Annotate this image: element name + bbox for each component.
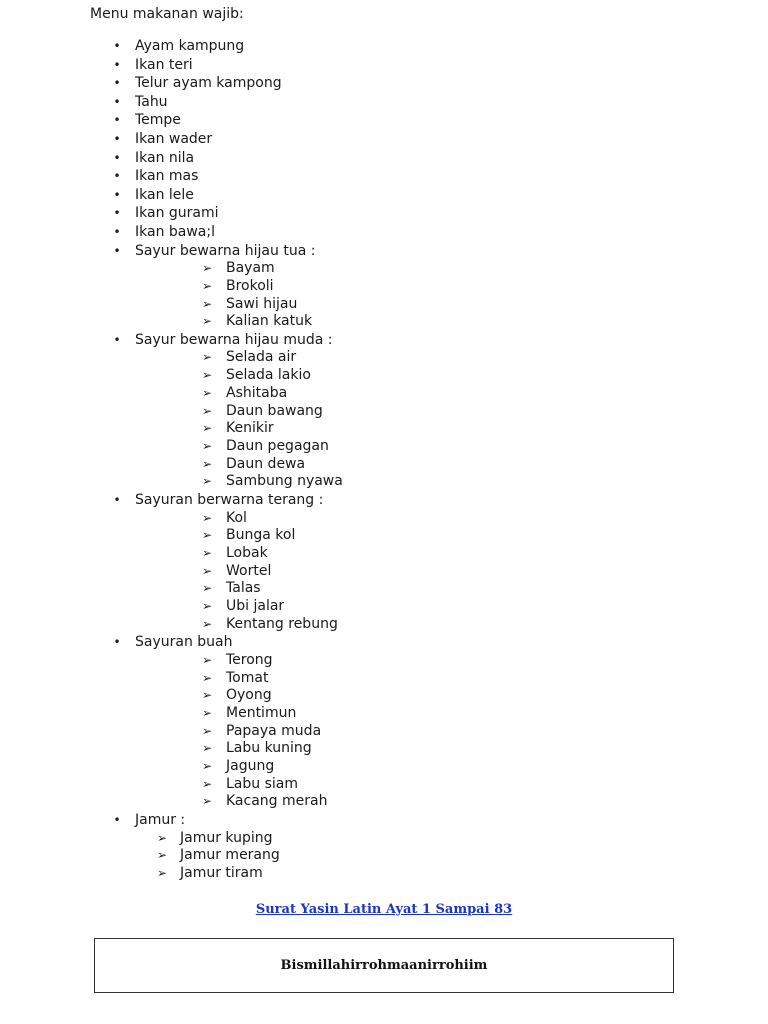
sub-list-item-label: Oyong xyxy=(226,687,272,704)
arrow-bullet-icon: ➢ xyxy=(201,510,213,525)
sub-list-item xyxy=(0,723,768,741)
arrow-bullet-icon: ➢ xyxy=(201,421,213,436)
sub-list-item-label: Selada air xyxy=(226,349,297,366)
sub-list-item-label: Jamur kuping xyxy=(180,829,273,846)
bullet-icon: • xyxy=(113,224,121,239)
list-item-row xyxy=(0,633,768,652)
arrow-bullet-icon: ➢ xyxy=(201,474,213,489)
sub-list-item xyxy=(0,865,768,883)
list-item-label: Ikan teri xyxy=(135,56,193,73)
intro-heading: Menu makanan wajib: xyxy=(90,6,244,22)
list-item-row xyxy=(0,56,768,75)
list-item-label: Ikan nila xyxy=(135,149,195,166)
sub-list-item xyxy=(0,367,768,385)
sub-list-item xyxy=(0,758,768,776)
sub-list-item-label: Mentimun xyxy=(226,705,297,722)
sub-list-item-label: Bunga kol xyxy=(226,527,296,544)
list-item xyxy=(0,491,768,633)
sub-list-item xyxy=(0,438,768,456)
sub-list-item-label: Bayam xyxy=(226,260,275,277)
sub-list-item xyxy=(0,278,768,296)
list-item xyxy=(0,186,768,205)
list-item-label: Sayuran berwarna terang : xyxy=(135,491,324,508)
list-item xyxy=(0,204,768,223)
sub-list-item-label: Kacang merah xyxy=(226,793,328,810)
arrow-bullet-icon: ➢ xyxy=(156,830,168,845)
sub-list-item xyxy=(0,296,768,314)
sub-list-item xyxy=(0,385,768,403)
list-item-row xyxy=(0,223,768,242)
sub-list-item xyxy=(0,670,768,688)
list-item-row xyxy=(0,111,768,130)
list-item-label: Sayur bewarna hijau muda : xyxy=(135,331,333,348)
list-item-row xyxy=(0,811,768,830)
sub-list-item-label: Talas xyxy=(226,580,261,597)
sub-list-item-label: Selada lakio xyxy=(226,367,311,384)
sub-list-item xyxy=(0,349,768,367)
arrow-bullet-icon: ➢ xyxy=(201,616,213,631)
arrow-bullet-icon: ➢ xyxy=(201,296,213,311)
bullet-icon: • xyxy=(113,76,121,91)
sub-list-item-label: Labu kuning xyxy=(226,740,312,757)
arrow-bullet-icon: ➢ xyxy=(156,866,168,881)
list-item-label: Sayuran buah xyxy=(135,634,233,651)
sub-list-item xyxy=(0,616,768,634)
sub-list-item xyxy=(0,313,768,331)
sub-list-item xyxy=(0,598,768,616)
bismillah-text: Bismillahirrohmaanirrohiim xyxy=(280,958,488,973)
list-item xyxy=(0,111,768,130)
arrow-bullet-icon: ➢ xyxy=(201,670,213,685)
bullet-icon: • xyxy=(113,131,121,146)
sub-list-item xyxy=(0,705,768,723)
list-item-row xyxy=(0,204,768,223)
sub-list-item-label: Sawi hijau xyxy=(226,295,298,312)
bullet-icon: • xyxy=(113,206,121,221)
arrow-bullet-icon: ➢ xyxy=(201,528,213,543)
sub-list-item xyxy=(0,473,768,491)
bullet-icon: • xyxy=(113,187,121,202)
arrow-bullet-icon: ➢ xyxy=(201,368,213,383)
sub-list-item xyxy=(0,830,768,848)
list-item-label: Tahu xyxy=(135,93,168,110)
sub-list-item-label: Daun bawang xyxy=(226,402,323,419)
sub-list-item-label: Jamur merang xyxy=(180,847,280,864)
list-item-label: Ikan bawa;l xyxy=(135,223,215,240)
arrow-bullet-icon: ➢ xyxy=(201,438,213,453)
bismillah-box xyxy=(94,938,674,993)
sub-list-item xyxy=(0,776,768,794)
arrow-bullet-icon: ➢ xyxy=(201,314,213,329)
sub-list-item-label: Kenikir xyxy=(226,420,274,437)
sub-list-item xyxy=(0,740,768,758)
list-item xyxy=(0,242,768,331)
sub-list-item xyxy=(0,580,768,598)
arrow-bullet-icon: ➢ xyxy=(201,350,213,365)
list-item-label: Sayur bewarna hijau tua : xyxy=(135,242,316,259)
arrow-bullet-icon: ➢ xyxy=(201,652,213,667)
list-item-label: Tempe xyxy=(135,112,181,129)
sub-list-item-label: Sambung nyawa xyxy=(226,473,343,490)
surat-yasin-link[interactable]: Surat Yasin Latin Ayat 1 Sampai 83 xyxy=(255,902,513,917)
sub-list-item-label: Jagung xyxy=(226,758,275,775)
food-menu-list xyxy=(0,37,768,883)
sub-list-item xyxy=(0,403,768,421)
sub-list-item xyxy=(0,652,768,670)
bullet-icon: • xyxy=(113,39,121,53)
bullet-icon: • xyxy=(113,243,121,258)
list-item xyxy=(0,811,768,883)
arrow-bullet-icon: ➢ xyxy=(201,599,213,613)
arrow-bullet-icon: ➢ xyxy=(201,261,213,276)
bullet-icon: • xyxy=(113,492,121,507)
list-item-row xyxy=(0,242,768,261)
arrow-bullet-icon: ➢ xyxy=(201,706,213,721)
arrow-bullet-icon: ➢ xyxy=(201,581,213,596)
bullet-icon: • xyxy=(113,332,121,347)
arrow-bullet-icon: ➢ xyxy=(201,278,213,293)
sub-list-item-label: Lobak xyxy=(226,544,268,561)
list-item xyxy=(0,37,768,56)
sub-list-item xyxy=(0,545,768,563)
list-item-label: Ikan lele xyxy=(135,186,194,203)
bullet-icon: • xyxy=(113,57,121,72)
list-item-row xyxy=(0,37,768,56)
arrow-bullet-icon: ➢ xyxy=(201,545,213,560)
list-item-label: Ikan gurami xyxy=(135,205,219,222)
list-item xyxy=(0,331,768,491)
arrow-bullet-icon: ➢ xyxy=(201,403,213,418)
list-item-row xyxy=(0,130,768,149)
list-item xyxy=(0,74,768,93)
sub-list-item xyxy=(0,456,768,474)
bullet-icon: • xyxy=(113,113,121,128)
sub-list-item-label: Labu siam xyxy=(226,775,298,792)
arrow-bullet-icon: ➢ xyxy=(201,741,213,756)
list-item xyxy=(0,167,768,186)
arrow-bullet-icon: ➢ xyxy=(201,456,213,471)
sub-list-item xyxy=(0,847,768,865)
sub-list-item xyxy=(0,260,768,278)
list-item-row xyxy=(0,93,768,112)
list-item-label: Ikan wader xyxy=(135,130,213,147)
sub-list-item xyxy=(0,793,768,811)
sub-list-item xyxy=(0,510,768,528)
bullet-icon: • xyxy=(113,169,121,184)
arrow-bullet-icon: ➢ xyxy=(201,776,213,791)
list-item xyxy=(0,93,768,112)
list-item-row xyxy=(0,167,768,186)
sub-list-item-label: Daun pegagan xyxy=(226,437,329,454)
list-item-row xyxy=(0,331,768,350)
arrow-bullet-icon: ➢ xyxy=(201,723,213,738)
list-item xyxy=(0,56,768,75)
list-item-row xyxy=(0,186,768,205)
sub-list-item-label: Kol xyxy=(226,509,247,526)
list-item xyxy=(0,223,768,242)
sub-list-item-label: Terong xyxy=(226,651,273,668)
arrow-bullet-icon: ➢ xyxy=(201,385,213,400)
sub-list-item xyxy=(0,687,768,705)
sub-list-item-label: Brokoli xyxy=(226,277,274,294)
bullet-icon: • xyxy=(113,813,121,828)
list-item xyxy=(0,633,768,811)
arrow-bullet-icon: ➢ xyxy=(201,688,213,703)
list-item-row xyxy=(0,491,768,510)
sub-list-item-label: Ubi jalar xyxy=(226,598,285,614)
sub-list-item xyxy=(0,527,768,545)
arrow-bullet-icon: ➢ xyxy=(201,563,213,578)
sub-list-item-label: Kentang rebung xyxy=(226,615,338,632)
sub-list-item-label: Tomat xyxy=(226,669,269,686)
list-item-row xyxy=(0,74,768,93)
arrow-bullet-icon: ➢ xyxy=(201,759,213,774)
list-item-label: Ayam kampung xyxy=(135,38,245,54)
list-item-label: Ikan mas xyxy=(135,168,199,185)
sub-list-item-label: Papaya muda xyxy=(226,722,322,739)
arrow-bullet-icon: ➢ xyxy=(156,848,168,863)
sub-list-item-label: Kalian katuk xyxy=(226,313,313,330)
list-item xyxy=(0,130,768,149)
bullet-icon: • xyxy=(113,150,121,165)
sub-list-item-label: Daun dewa xyxy=(226,455,306,472)
list-item-label: Jamur : xyxy=(135,812,186,829)
arrow-bullet-icon: ➢ xyxy=(201,794,213,809)
list-item xyxy=(0,149,768,168)
bullet-icon: • xyxy=(113,635,121,650)
sub-list-item xyxy=(0,563,768,581)
sub-list-item-label: Jamur tiram xyxy=(180,865,263,882)
sub-list-item-label: Wortel xyxy=(226,562,272,579)
list-item-row xyxy=(0,149,768,168)
sub-list-item-label: Ashitaba xyxy=(226,384,288,401)
sub-list-item xyxy=(0,420,768,438)
bullet-icon: • xyxy=(113,94,121,109)
list-item-label: Telur ayam kampong xyxy=(135,75,282,92)
